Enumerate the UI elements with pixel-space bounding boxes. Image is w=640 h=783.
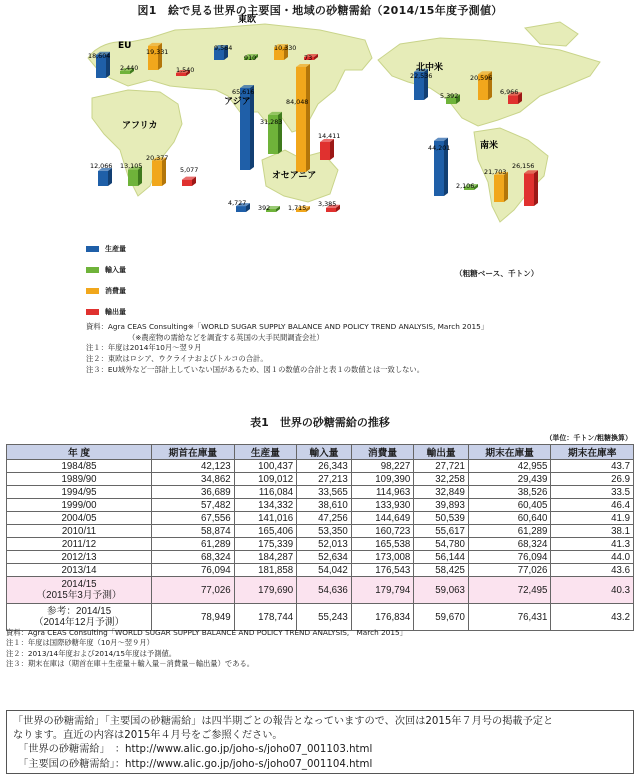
- value-cell: 59,670: [414, 604, 469, 631]
- table-note: 注２：2013/14年度および2014/15年度は予測値。: [6, 648, 177, 658]
- year-cell: 2014/15 （2015年3月予測）: [7, 577, 152, 604]
- value-cell: 43.2: [551, 604, 634, 631]
- value-cell: 54,780: [414, 538, 469, 551]
- value-cell: 53,350: [297, 525, 352, 538]
- table-row: [7, 604, 634, 631]
- column-header: 期末在庫率: [551, 445, 634, 460]
- greenland-shape: [525, 22, 578, 46]
- bar-value-label: 5,077: [180, 166, 199, 174]
- year-cell: 1999/00: [7, 499, 152, 512]
- value-cell: 32,849: [414, 486, 469, 499]
- table-body: [7, 460, 634, 631]
- year-cell: 2012/13: [7, 551, 152, 564]
- value-cell: 38.1: [551, 525, 634, 538]
- value-cell: 47,256: [297, 512, 352, 525]
- column-header: 輸出量: [414, 445, 469, 460]
- value-cell: 40.3: [551, 577, 634, 604]
- region-label: 東欧: [238, 15, 257, 25]
- value-cell: 72,495: [468, 577, 551, 604]
- region-label: アジア: [224, 97, 251, 107]
- value-cell: 144,649: [351, 512, 414, 525]
- value-cell: 114,963: [351, 486, 414, 499]
- bar-value-label: 26,156: [512, 162, 535, 170]
- map-bar: [494, 172, 508, 202]
- value-cell: 141,016: [234, 512, 297, 525]
- figure-unit-note: （粗糖ベース、千トン）: [455, 269, 539, 278]
- value-cell: 26.9: [551, 473, 634, 486]
- value-cell: 33,565: [297, 486, 352, 499]
- legend-swatch: [86, 246, 99, 252]
- value-cell: 173,008: [351, 551, 414, 564]
- bar-value-label: 44,201: [428, 144, 451, 152]
- legend-production: [86, 238, 126, 259]
- year-cell: 参考：2014/15 （2014年12月予測）: [7, 604, 152, 631]
- value-cell: 55,243: [297, 604, 352, 631]
- value-cell: 178,744: [234, 604, 297, 631]
- value-cell: 176,543: [351, 564, 414, 577]
- value-cell: 60,405: [468, 499, 551, 512]
- info-link-countries[interactable]: 「主要国の砂糖需給」：http://www.alic.go.jp/joho-s/joho07_001104.html: [13, 758, 373, 770]
- table-row: [7, 460, 634, 473]
- value-cell: 61,289: [152, 538, 235, 551]
- table-note: 資料：Agra CEAS Consulting「WORLD SUGAR SUPPLY BALANCE AND POLICY TREND ANALYSIS, March 2015」: [6, 628, 407, 637]
- column-header: 年 度: [7, 445, 152, 460]
- value-cell: 175,339: [234, 538, 297, 551]
- table-row: [7, 538, 634, 551]
- bar-value-label: 12,066: [90, 162, 113, 170]
- table-header-row: [7, 445, 634, 460]
- table-row: [7, 473, 634, 486]
- value-cell: 52,013: [297, 538, 352, 551]
- value-cell: 176,834: [351, 604, 414, 631]
- figure-note: 注３：EU域外など一部計上していない国があるため、図１の数値の合計と表１の数値とは一致しない。: [86, 364, 425, 374]
- column-header: 消費量: [351, 445, 414, 460]
- year-cell: 2010/11: [7, 525, 152, 538]
- figure-note: （※農産物の需給などを調査する英国の大手民間調査会社）: [128, 332, 324, 342]
- map-bar: [524, 170, 538, 206]
- bar-value-label: 84,048: [286, 98, 309, 106]
- value-cell: 54,636: [297, 577, 352, 604]
- value-cell: 58,425: [414, 564, 469, 577]
- column-header: 期末在庫量: [468, 445, 551, 460]
- legend-consumption: [86, 280, 126, 301]
- region-label: EU: [118, 41, 132, 51]
- value-cell: 61,289: [468, 525, 551, 538]
- value-cell: 78,949: [152, 604, 235, 631]
- region-label: 北中米: [416, 63, 444, 73]
- value-cell: 44.0: [551, 551, 634, 564]
- value-cell: 46.4: [551, 499, 634, 512]
- bar-value-label: 9,564: [214, 44, 233, 52]
- column-header: 輸入量: [297, 445, 352, 460]
- value-cell: 54,042: [297, 564, 352, 577]
- legend-swatch: [86, 267, 99, 273]
- bar-value-label: 2,440: [120, 64, 139, 72]
- value-cell: 55,617: [414, 525, 469, 538]
- legend-label: 生産量: [105, 244, 126, 253]
- value-cell: 165,406: [234, 525, 297, 538]
- value-cell: 29,439: [468, 473, 551, 486]
- table-row: [7, 577, 634, 604]
- bar-value-label: 21,703: [484, 168, 507, 176]
- value-cell: 77,026: [468, 564, 551, 577]
- map-bar: [296, 64, 310, 172]
- value-cell: 181,858: [234, 564, 297, 577]
- info-box: [6, 710, 634, 774]
- value-cell: 100,437: [234, 460, 297, 473]
- value-cell: 26,343: [297, 460, 352, 473]
- bar-value-label: 19,331: [146, 48, 169, 56]
- value-cell: 36,689: [152, 486, 235, 499]
- info-link-world[interactable]: 「世界の砂糖需給」 ：http://www.alic.go.jp/joho-s/joho07_001103.html: [13, 744, 373, 756]
- table-note: 注１：年度は国際砂糖年度（10月～翌９月）: [6, 638, 154, 648]
- legend-export: [86, 301, 126, 322]
- value-cell: 58,874: [152, 525, 235, 538]
- bar-value-label: 3,385: [318, 200, 337, 208]
- figure-note: 注１：年度は2014年10月～翌９月: [86, 343, 202, 353]
- value-cell: 76,431: [468, 604, 551, 631]
- value-cell: 160,723: [351, 525, 414, 538]
- value-cell: 41.3: [551, 538, 634, 551]
- value-cell: 179,794: [351, 577, 414, 604]
- column-header: 生産量: [234, 445, 297, 460]
- value-cell: 68,324: [468, 538, 551, 551]
- value-cell: 179,690: [234, 577, 297, 604]
- value-cell: 27,213: [297, 473, 352, 486]
- value-cell: 68,324: [152, 551, 235, 564]
- value-cell: 116,084: [234, 486, 297, 499]
- bar-value-label: 2,106: [456, 182, 475, 190]
- bar-value-label: 31,283: [260, 118, 283, 126]
- value-cell: 56,144: [414, 551, 469, 564]
- column-header: 期首在庫量: [152, 445, 235, 460]
- year-cell: 2011/12: [7, 538, 152, 551]
- value-cell: 38,610: [297, 499, 352, 512]
- legend-swatch: [86, 309, 99, 315]
- bar-value-label: 22,536: [410, 72, 433, 80]
- year-cell: 1994/95: [7, 486, 152, 499]
- table-row: [7, 564, 634, 577]
- value-cell: 32,258: [414, 473, 469, 486]
- table-note: 注３：期末在庫は（期首在庫＋生産量＋輸入量－消費量－輸出量）である。: [6, 658, 255, 668]
- world-sugar-map: [0, 14, 640, 236]
- map-bar: [98, 168, 112, 186]
- legend-label: 輸出量: [105, 307, 126, 316]
- bar-value-label: 1,715: [288, 204, 307, 212]
- figure-title: 図1 絵で見る世界の主要国・地域の砂糖需給（2014/15年度予測値）: [137, 4, 503, 17]
- value-cell: 38,526: [468, 486, 551, 499]
- value-cell: 67,556: [152, 512, 235, 525]
- region-label: オセアニア: [272, 171, 317, 181]
- bar-value-label: 14,411: [318, 132, 341, 140]
- value-cell: 39,893: [414, 499, 469, 512]
- year-cell: 2004/05: [7, 512, 152, 525]
- bar-value-label: 4,727: [228, 199, 247, 207]
- value-cell: 27,721: [414, 460, 469, 473]
- figure-notes: [86, 322, 488, 376]
- map-bar: [320, 139, 334, 160]
- value-cell: 77,026: [152, 577, 235, 604]
- value-cell: 184,287: [234, 551, 297, 564]
- value-cell: 109,012: [234, 473, 297, 486]
- table-row: [7, 499, 634, 512]
- bar-value-label: 73: [304, 54, 313, 62]
- figure-note: 資料：Agra CEAS Consulting※「WORLD SUGAR SUPPLY BALANCE AND POLICY TREND ANALYSIS, March 2015」: [86, 322, 489, 331]
- value-cell: 50,539: [414, 512, 469, 525]
- value-cell: 52,634: [297, 551, 352, 564]
- value-cell: 57,482: [152, 499, 235, 512]
- table-row: [7, 525, 634, 538]
- value-cell: 98,227: [351, 460, 414, 473]
- region-label: 南米: [480, 141, 499, 151]
- figure-note: 注２：東欧はロシア、ウクライナおよびトルコの合計。: [86, 354, 268, 364]
- value-cell: 165,538: [351, 538, 414, 551]
- bar-value-label: 18,604: [88, 52, 111, 60]
- legend-swatch: [86, 288, 99, 294]
- value-cell: 76,094: [468, 551, 551, 564]
- value-cell: 43.7: [551, 460, 634, 473]
- table-row: [7, 486, 634, 499]
- value-cell: 33.5: [551, 486, 634, 499]
- sugar-balance-table: [6, 444, 634, 631]
- value-cell: 76,094: [152, 564, 235, 577]
- year-cell: 2013/14: [7, 564, 152, 577]
- bar-value-label: 13,105: [120, 162, 143, 170]
- bar-value-label: 910: [244, 54, 257, 62]
- bar-value-label: 392: [258, 204, 271, 212]
- value-cell: 60,640: [468, 512, 551, 525]
- value-cell: 109,390: [351, 473, 414, 486]
- map-bar: [148, 43, 162, 70]
- value-cell: 42,123: [152, 460, 235, 473]
- value-cell: 34,862: [152, 473, 235, 486]
- table-row: [7, 551, 634, 564]
- region-label: アフリカ: [122, 121, 158, 131]
- info-line: 「世界の砂糖需給」「主要国の砂糖需給」は四半期ごとの報告となっていますので、次回は2015年７月号の掲載予定と: [13, 716, 554, 727]
- value-cell: 59,063: [414, 577, 469, 604]
- bar-value-label: 20,377: [146, 154, 169, 162]
- figure-legend: [86, 238, 126, 322]
- bar-value-label: 65,616: [232, 88, 255, 96]
- year-cell: 1984/85: [7, 460, 152, 473]
- value-cell: 41.9: [551, 512, 634, 525]
- table-notes: [6, 628, 407, 669]
- legend-label: 輸入量: [105, 265, 126, 274]
- legend-import: [86, 259, 126, 280]
- value-cell: 43.6: [551, 564, 634, 577]
- year-cell: 1989/90: [7, 473, 152, 486]
- bar-value-label: 20,596: [470, 74, 493, 82]
- value-cell: 134,332: [234, 499, 297, 512]
- legend-label: 消費量: [105, 286, 126, 295]
- bar-value-label: 1,540: [176, 66, 195, 74]
- table-title: 表1 世界の砂糖需給の推移: [250, 416, 390, 429]
- table-row: [7, 512, 634, 525]
- bar-value-label: 6,966: [500, 88, 519, 96]
- info-line: なります。直近の内容は2015年４月号をご参照ください。: [13, 730, 283, 742]
- value-cell: 133,930: [351, 499, 414, 512]
- bar-value-label: 5,392: [440, 92, 459, 100]
- map-bar: [182, 177, 196, 186]
- bar-value-label: 10,330: [274, 44, 297, 52]
- value-cell: 42,955: [468, 460, 551, 473]
- table-unit: （単位：千トン/粗糖換算）: [545, 434, 632, 442]
